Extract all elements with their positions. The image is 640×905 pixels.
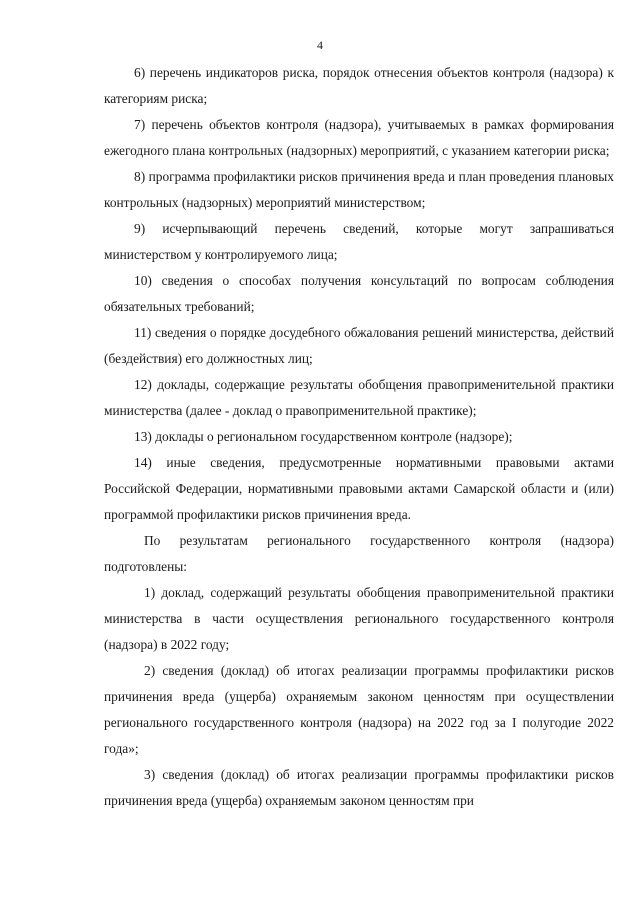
prepared-item-2: 2) сведения (доклад) об итогах реализации программы профилактики рисков причинения вреда (ущерба) охраняемым законом ценностям при осуществлении регионального государственного контроля (надзора) на 2022 год за I полугодие 2022 года»; bbox=[104, 663, 614, 756]
prepared-item-1: 1) доклад, содержащий результаты обобщения правоприменительной практики министерства в части осуществления регионального государственного контроля (надзора) в 2022 году; bbox=[104, 585, 614, 652]
results-intro-paragraph: По результатам регионального государственного контроля (надзора) подготовлены: bbox=[104, 533, 614, 574]
list-item-6: 6) перечень индикаторов риска, порядок отнесения объектов контроля (надзора) к категориям риска; bbox=[104, 65, 614, 106]
list-item-12: 12) доклады, содержащие результаты обобщения правоприменительной практики министерства (далее - доклад о правоприменительной практике); bbox=[104, 377, 614, 418]
list-item-11: 11) сведения о порядке досудебного обжалования решений министерства, действий (бездействия) его должностных лиц; bbox=[104, 325, 614, 366]
list-item-7: 7) перечень объектов контроля (надзора), учитываемых в рамках формирования ежегодного плана контрольных (надзорных) мероприятий, с указанием категории риска; bbox=[104, 117, 614, 158]
document-body bbox=[104, 60, 614, 814]
list-item-9: 9) исчерпывающий перечень сведений, которые могут запрашиваться министерством у контролируемого лица; bbox=[104, 221, 614, 262]
list-item-10: 10) сведения о способах получения консультаций по вопросам соблюдения обязательных требований; bbox=[104, 273, 614, 314]
prepared-item-3: 3) сведения (доклад) об итогах реализации программы профилактики рисков причинения вреда (ущерба) охраняемым законом ценностям при bbox=[104, 767, 614, 808]
list-item-14: 14) иные сведения, предусмотренные нормативными правовыми актами Российской Федерации, нормативными правовыми актами Самарской области и (или) программой профилактики рисков причинения вреда. bbox=[104, 455, 614, 522]
page-number: 4 bbox=[317, 38, 323, 52]
list-item-8: 8) программа профилактики рисков причинения вреда и план проведения плановых контрольных (надзорных) мероприятий министерством; bbox=[104, 169, 614, 210]
list-item-13: 13) доклады о региональном государственном контроле (надзоре); bbox=[134, 429, 513, 444]
